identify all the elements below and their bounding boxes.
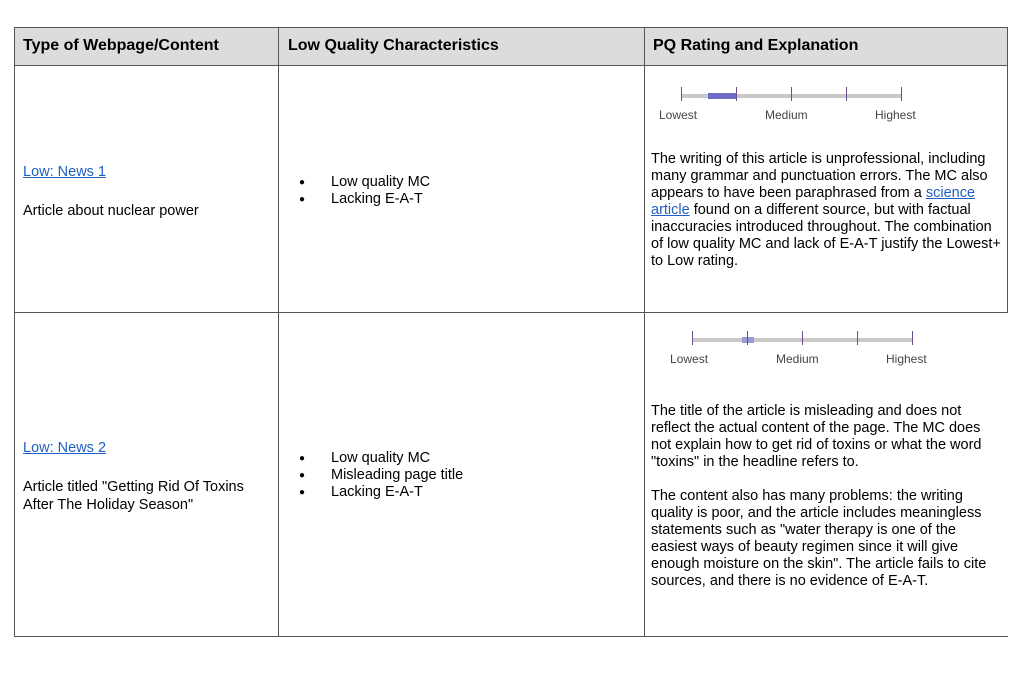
scale-tick	[681, 87, 682, 101]
quality-table	[14, 27, 1008, 637]
scale-tick	[791, 87, 792, 101]
table-border	[14, 27, 15, 637]
list-item: ● Low quality MC	[299, 450, 463, 467]
header-rating: PQ Rating and Explanation	[653, 37, 859, 54]
scale-tick	[901, 87, 902, 101]
table-border	[1007, 27, 1008, 312]
row-description: Article titled "Getting Rid Of Toxins After The Holiday Season"	[23, 479, 244, 513]
scale-tick	[912, 331, 913, 345]
scale-label-medium: Medium	[765, 108, 808, 122]
list-item: ● Low quality MC	[299, 174, 430, 191]
scale-label-lowest: Lowest	[670, 352, 709, 366]
list-item: ● Lacking E-A-T	[299, 191, 430, 208]
row-divider	[14, 636, 1008, 637]
header-row	[14, 27, 1008, 65]
scale-tick	[692, 331, 693, 345]
rating-fill	[708, 93, 736, 99]
rating-explanation	[651, 403, 1003, 590]
row-divider	[14, 312, 1008, 313]
column-divider	[278, 27, 279, 637]
list-item: ● Lacking E-A-T	[299, 484, 463, 501]
column-divider	[644, 27, 645, 637]
header-type: Type of Webpage/Content	[23, 37, 219, 54]
table-border	[14, 65, 1008, 66]
characteristics-list	[299, 450, 463, 501]
list-item: ● Misleading page title	[299, 467, 463, 484]
row-link-news-1[interactable]: Low: News 1	[23, 164, 107, 180]
rating-explanation	[651, 151, 1003, 270]
scale-tick	[846, 87, 847, 101]
scale-label-highest: Highest	[875, 108, 916, 122]
explanation-paragraph: The content also has many problems: the writing quality is poor, and the article includes meaningless statements such as "water therapy is one of the easiest ways of beauty regimen since it will give enough moisture on the skin". The article fails to cite sources, and there is no evidence of E-A-T.	[651, 488, 987, 589]
explanation-text: The writing of this article is unprofessional, including many grammar and punctuation errors. The MC also appears to have been paraphrased from a science article found on a different source, but with factual inaccuracies introduced throughout. The combination of low quality MC and lack of E-A-T justify the Lowest+ to Low rating.	[651, 151, 1001, 269]
scale-tick	[857, 331, 858, 345]
rating-fill	[742, 337, 754, 343]
row-description: Article about nuclear power	[23, 203, 199, 219]
table-border	[14, 27, 1008, 28]
scale-label-highest: Highest	[886, 352, 927, 366]
header-characteristics: Low Quality Characteristics	[288, 37, 499, 54]
scale-label-lowest: Lowest	[659, 108, 698, 122]
scale-tick	[802, 331, 803, 345]
characteristics-list	[299, 174, 430, 208]
science-article-link[interactable]: science article	[651, 185, 976, 218]
row-link-news-2[interactable]: Low: News 2	[23, 440, 107, 456]
explanation-paragraph: The title of the article is misleading and does not reflect the actual content of the page. The MC does not explain how to get rid of toxins or what the word "toxins" in the headline refers to.	[651, 403, 982, 470]
rating-scale	[659, 84, 959, 124]
scale-label-medium: Medium	[776, 352, 819, 366]
scale-tick	[736, 87, 737, 101]
scale-tick	[747, 331, 748, 345]
rating-scale	[670, 328, 970, 368]
